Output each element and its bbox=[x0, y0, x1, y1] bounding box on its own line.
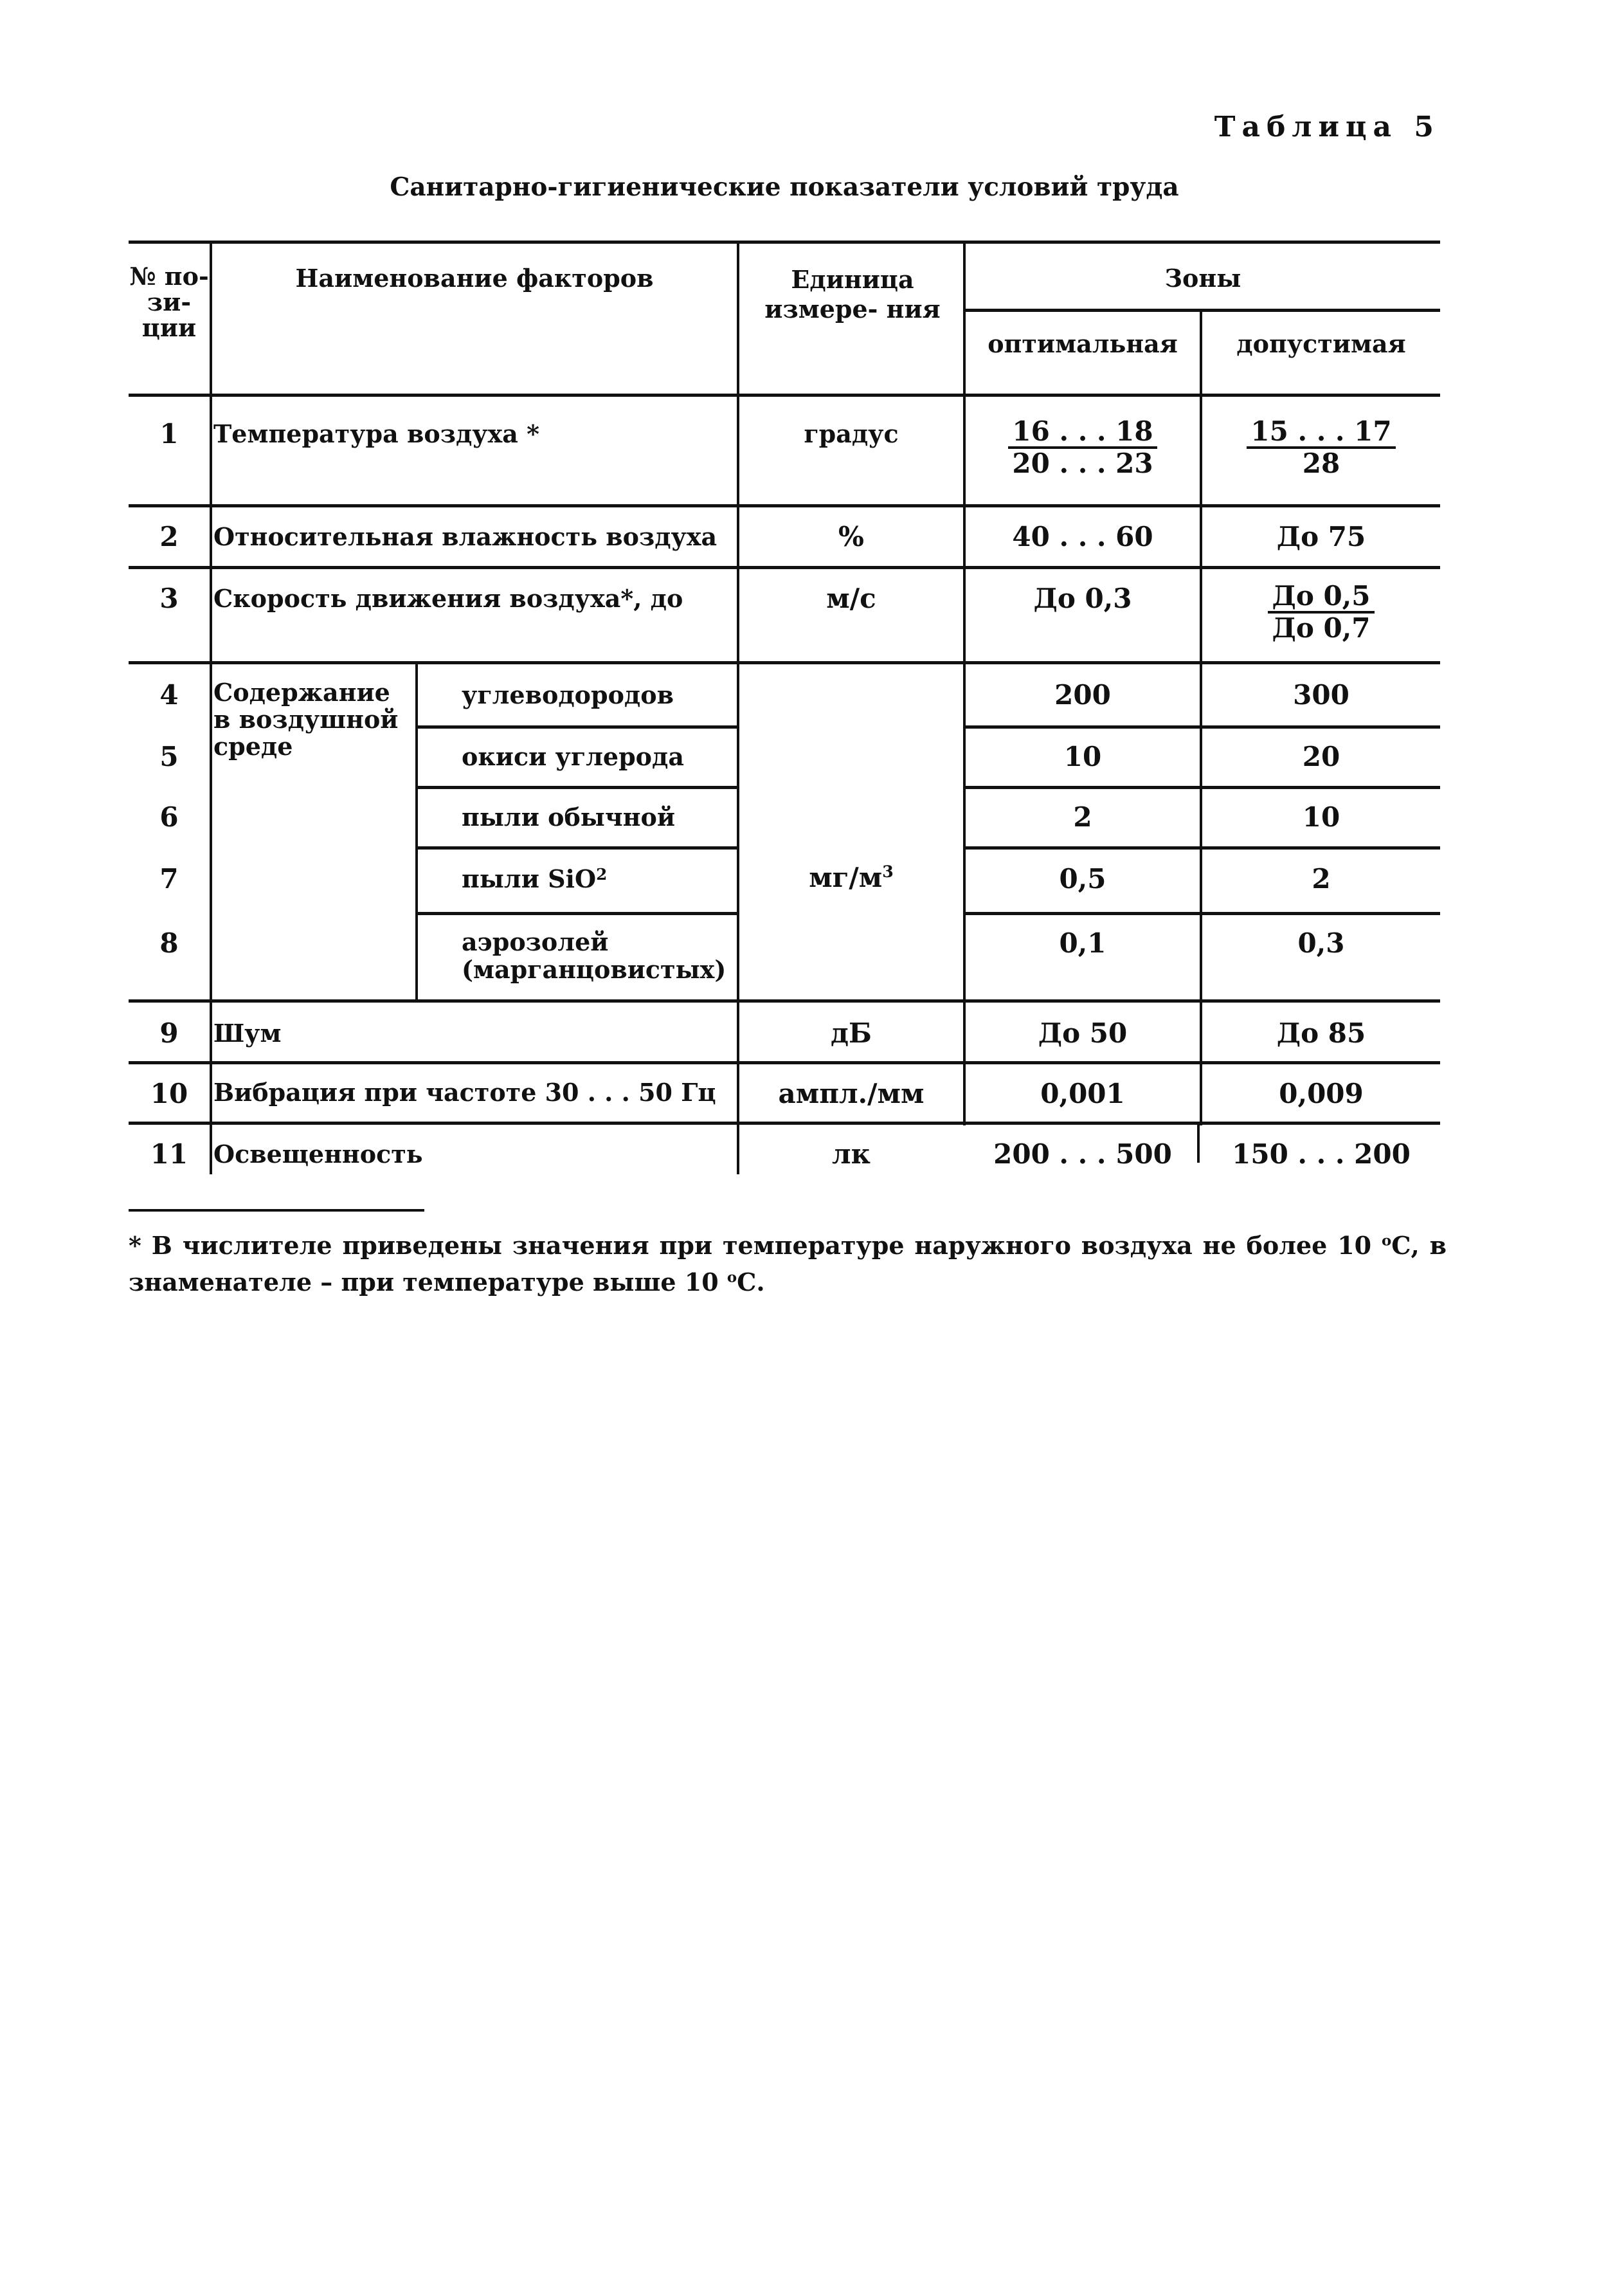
row-5-allowed: 20 bbox=[1302, 741, 1340, 772]
group-name: Содержание в воздушной среде bbox=[213, 678, 399, 761]
row-3-allowed-numerator: До 0,5 bbox=[1268, 581, 1374, 614]
row-6-allowed: 10 bbox=[1302, 801, 1340, 833]
row-1-optimal-denominator: 20 . . . 23 bbox=[1012, 448, 1153, 480]
group-unit-text: мг/м bbox=[809, 862, 883, 893]
row-2-name: Относительная влажность воздуха bbox=[213, 522, 717, 551]
row-4-optimal: 200 bbox=[1054, 679, 1111, 711]
row-7-optimal: 0,5 bbox=[1059, 863, 1106, 895]
row-9-name: Шум bbox=[213, 1019, 282, 1048]
row-8-allowed: 0,3 bbox=[1297, 927, 1345, 959]
group-unit bbox=[739, 863, 963, 893]
footnote-text-1: * В числителе приведены значения при температуре наружного воздуха не более 10 bbox=[129, 1231, 1382, 1260]
row-4-num: 4 bbox=[159, 679, 179, 711]
row-8-optimal: 0,1 bbox=[1059, 927, 1106, 959]
row-7-substance-subscript: 2 bbox=[596, 865, 608, 884]
row-7-num: 7 bbox=[159, 863, 179, 895]
row-3-allowed bbox=[1202, 581, 1440, 643]
group-unit-superscript: 3 bbox=[882, 862, 894, 881]
row-11-name: Освещенность bbox=[213, 1140, 423, 1169]
row-6-optimal: 2 bbox=[1073, 801, 1092, 833]
row-1-num: 1 bbox=[159, 418, 179, 450]
row-1-allowed bbox=[1202, 417, 1440, 478]
header-position: № по- зи- ции bbox=[129, 262, 209, 342]
row-5-substance: окиси углерода bbox=[462, 742, 684, 771]
footnote-separator bbox=[129, 1209, 424, 1212]
header-unit: Единица измере- ния bbox=[764, 265, 941, 323]
row-6-substance: пыли обычной bbox=[462, 803, 676, 832]
footnote-text-2: С, в знаменателе – при температуре выше 10 bbox=[129, 1231, 1447, 1296]
row-3-optimal: До 0,3 bbox=[1033, 583, 1132, 614]
row-5-num: 5 bbox=[159, 741, 179, 772]
row-1-optimal-numerator: 16 . . . 18 bbox=[1008, 417, 1157, 449]
row-11-num: 11 bbox=[150, 1138, 188, 1170]
row-11-allowed: 150 . . . 200 bbox=[1232, 1138, 1411, 1170]
header-factor-name: Наименование факторов bbox=[295, 264, 654, 293]
row-4-allowed: 300 bbox=[1293, 679, 1349, 711]
row-2-optimal: 40 . . . 60 bbox=[1012, 521, 1153, 552]
row-6-num: 6 bbox=[159, 801, 179, 833]
row-7-substance-text: пыли SiO bbox=[462, 864, 597, 893]
row-1-name: Температура воздуха * bbox=[213, 419, 539, 448]
row-8-num: 8 bbox=[159, 927, 179, 959]
row-11-unit: лк bbox=[832, 1138, 871, 1170]
row-7-allowed: 2 bbox=[1312, 863, 1331, 895]
footnote bbox=[129, 1227, 1447, 1300]
footnote-degree-1: o bbox=[1382, 1232, 1392, 1250]
row-2-unit: % bbox=[838, 521, 864, 552]
row-3-unit: м/с bbox=[826, 583, 876, 614]
row-2-allowed: До 75 bbox=[1276, 521, 1366, 552]
row-1-optimal bbox=[966, 417, 1200, 478]
row-3-num: 3 bbox=[159, 583, 179, 614]
header-zone-optimal: оптимальная bbox=[988, 329, 1178, 358]
row-5-optimal: 10 bbox=[1063, 741, 1102, 772]
row-1-allowed-denominator: 28 bbox=[1302, 448, 1340, 480]
footnote-degree-2: o bbox=[726, 1269, 737, 1286]
row-10-allowed: 0,009 bbox=[1279, 1078, 1364, 1109]
table-number: Таблица 5 bbox=[1214, 111, 1440, 143]
row-1-allowed-numerator: 15 . . . 17 bbox=[1247, 417, 1395, 449]
row-7-substance bbox=[462, 866, 732, 893]
row-10-unit: ампл./мм bbox=[778, 1078, 925, 1109]
row-10-optimal: 0,001 bbox=[1040, 1078, 1125, 1109]
row-9-unit: дБ bbox=[831, 1017, 872, 1049]
header-zone-allowed: допустимая bbox=[1236, 329, 1406, 358]
header-zones: Зоны bbox=[1164, 264, 1241, 293]
footnote-text-3: С. bbox=[737, 1268, 765, 1296]
row-10-name: Вибрация при частоте 30 . . . 50 Гц bbox=[213, 1078, 716, 1107]
table-caption: Санитарно-гигиенические показатели условий труда bbox=[390, 172, 1179, 202]
row-3-allowed-denominator: До 0,7 bbox=[1272, 612, 1371, 644]
row-8-substance: аэрозолей (марганцовистых) bbox=[462, 927, 726, 984]
row-9-allowed: До 85 bbox=[1276, 1017, 1366, 1049]
row-10-num: 10 bbox=[150, 1078, 188, 1109]
row-11-optimal: 200 . . . 500 bbox=[993, 1138, 1172, 1170]
row-9-num: 9 bbox=[159, 1017, 179, 1049]
row-2-num: 2 bbox=[159, 521, 179, 552]
row-4-substance: углеводородов bbox=[462, 680, 674, 709]
row-1-unit: градус bbox=[804, 419, 899, 448]
row-3-name: Скорость движения воздуха*, до bbox=[213, 584, 683, 613]
row-9-optimal: До 50 bbox=[1038, 1017, 1128, 1049]
